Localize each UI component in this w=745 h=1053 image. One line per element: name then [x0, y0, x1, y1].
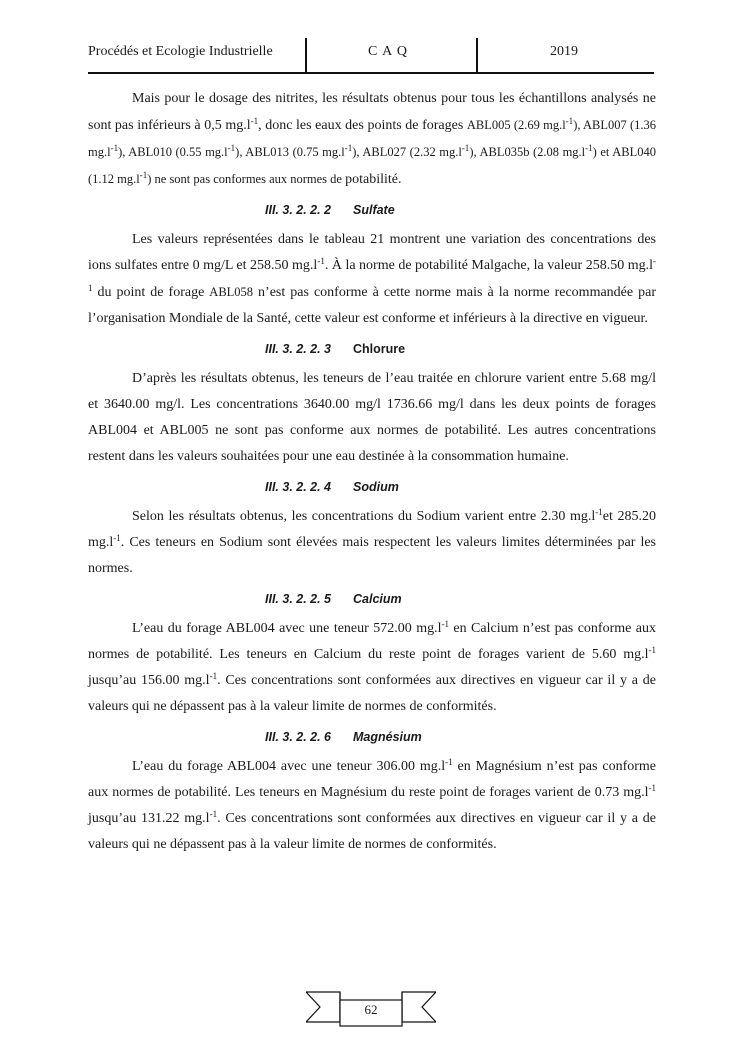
section-heading-calcium: III. 3. 2. 2. 5 Calcium — [265, 592, 402, 606]
magnesium-paragraph: L’eau du forage ABL004 avec une teneur 306.00 $mg.l^{-1}$ en Magnésium n’est pas conforme aux normes de potabilité. Les teneurs en Magnésium du reste point de forages varient de 0.73 $mg.l^{-1}$ jusqu’au 131.22 $mg.l^{-1}$. Ces concentrations sont conformées aux directives en vigueur car il y a de valeurs qui ne dépassent pas à la valeur limite de normes de conformités. — [88, 757, 657, 852]
header-divider — [476, 38, 478, 74]
sulfate-paragraph: Les valeurs représentées dans le tableau 21 montrent une variation des concentrations des ions sulfates entre 0 mg/L et 258.50 $mg.l^{-1}$. À la norme de potabilité Malgache, la valeur 258.50 $mg.l^{-1}$ du point de forage ABL058 n’est pas conforme à cette norme mais à la norme recommandée par l’organisation Mondiale de la Santé, cette valeur est conforme et inférieurs à la directive en vigueur. — [88, 232, 657, 326]
sodium-paragraph: Selon les résultats obtenus, les concentrations du Sodium varient entre 2.30 $mg.l^{-1}et$ 285.20 $mg.l^{-1}$. Ces teneurs en Sodium sont élevées mais respectent les valeurs limites déterminées par les normes. — [88, 507, 656, 576]
section-heading-chlorure: III. 3. 2. 2. 3 Chlorure — [265, 342, 406, 356]
chlorure-paragraph: D’après les résultats obtenus, les teneurs de l’eau traitée en chlorure varient entre 5.68 mg/l et 3640.00 mg/l. Les concentrations 3640.00 mg/l 1736.66 mg/l dans les deux points de forages ABL004 et ABL005 ne sont pas conforme aux normes de potabilité. Les autres concentrations restent dans les valeurs souhaitées pour une eau destinée à la consommation humaine. — [88, 371, 656, 464]
header-year: 2019 — [550, 44, 578, 59]
page-header — [88, 38, 654, 73]
nitrite-paragraph: Mais pour le dosage des nitrites, les résultats obtenus pour tous les échantillons analysés ne sont pas inférieurs à 0,5 $mg.l^{-1}$, donc les eaux des points de forages ABL005 (2.69 $mg.l^{-1}$), ABL007 (1.36 $mg.l^{-1}$), ABL010 (0.55 $mg.l^{-1}$), ABL013 (0.75 $mg.l^{-1}$), ABL027 (2.32 $mg.l^{-1}$), ABL035b (2.08 $mg.l^{-1}$) et ABL040 (1.12 $mg.l^{-1}$) ne sont pas conformes aux normes de potabilité. — [88, 91, 657, 187]
section-heading-sulfate: III. 3. 2. 2. 2 Sulfate — [265, 203, 395, 217]
header-subject: C A Q — [368, 44, 409, 59]
document-body — [88, 86, 656, 858]
header-course-title: Procédés et Ecologie Industrielle — [88, 44, 273, 59]
section-heading-magnesium: III. 3. 2. 2. 6 Magnésium — [265, 730, 422, 744]
calcium-paragraph: L’eau du forage ABL004 avec une teneur 572.00 $mg.l^{-1}$ en Calcium n’est pas conforme aux normes de potabilité. Les teneurs en Calcium du reste point de forages varient de 5.60 $mg.l^{-1}$ jusqu’au 156.00 $mg.l^{-1}$. Ces concentrations sont conformées aux directives en vigueur car il y a de valeurs qui ne dépassent pas à la valeur limite de normes de conformités. — [88, 619, 657, 714]
page-footer — [306, 988, 436, 1028]
page-number: 62 — [364, 1002, 378, 1017]
header-rule — [88, 72, 654, 74]
header-divider — [305, 38, 307, 74]
section-heading-sodium: III. 3. 2. 2. 4 Sodium — [265, 480, 399, 494]
